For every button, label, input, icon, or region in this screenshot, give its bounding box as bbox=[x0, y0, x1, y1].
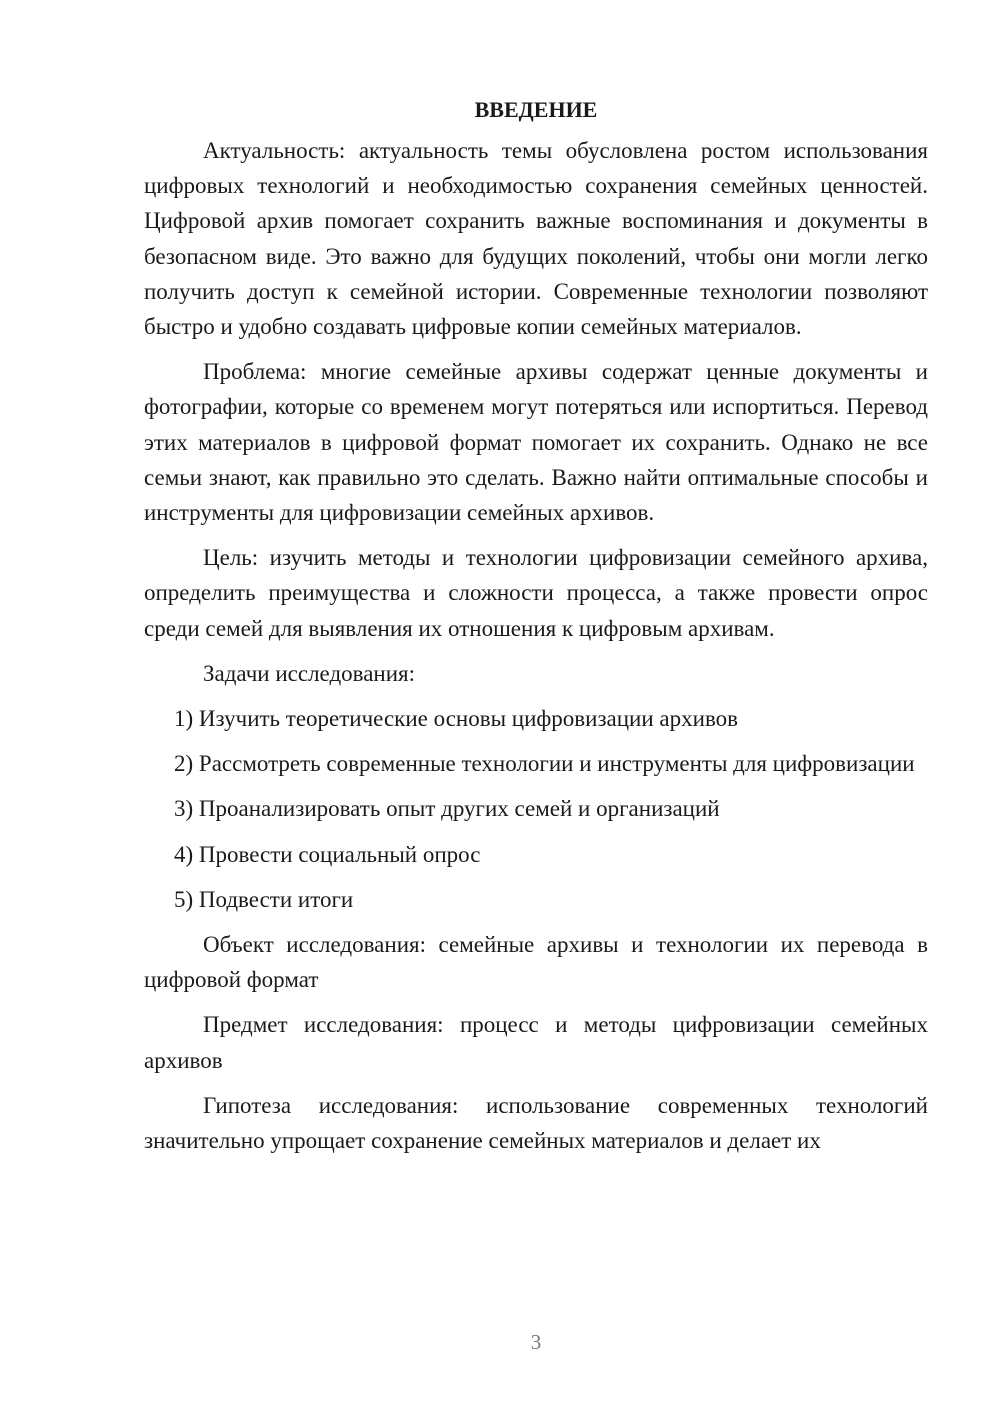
task-item: 5) Подвести итоги bbox=[174, 886, 354, 912]
task-item: 2) Рассмотреть современные технологии и инструменты для цифровизации bbox=[174, 751, 915, 777]
paragraph-subject: Предмет исследования: процесс и методы цифровизации семейных архивов bbox=[144, 1012, 928, 1073]
paragraph-goal: Цель: изучить методы и технологии цифровизации семейного архива, определить преимущества и сложности процесса, а также провести опрос среди семей для выявления их отношения к цифровым архивам. bbox=[144, 545, 928, 641]
section-heading: ВВЕДЕНИЕ bbox=[474, 97, 598, 122]
paragraph-problem: Проблема: многие семейные архивы содержат ценные документы и фотографии, которые со временем могут потеряться или испортиться. Перевод этих материалов в цифровой формат помогает их сохранить. Однако не все семьи знают, как правильно это сделать. Важно найти оптимальные способы и инструменты для цифровизации семейных архивов. bbox=[144, 359, 928, 526]
paragraph-relevance: Актуальность: актуальность темы обусловлена ростом использования цифровых технологий и необходимостью сохранения семейных ценностей. Цифровой архив помогает сохранить важные воспоминания и документы в безопасном виде. Это важно для будущих поколений, чтобы они могли легко получить доступ к семейной истории. Современные технологии позволяют быстро и удобно создавать цифровые копии семейных материалов. bbox=[144, 138, 928, 340]
task-item: 4) Провести социальный опрос bbox=[174, 841, 481, 867]
document-body bbox=[144, 92, 928, 1168]
task-item: 3) Проанализировать опыт других семей и организаций bbox=[174, 796, 720, 822]
task-item: 1) Изучить теоретические основы цифровизации архивов bbox=[174, 706, 739, 732]
tasks-heading: Задачи исследования: bbox=[203, 660, 416, 686]
page-number: 3 bbox=[530, 1330, 542, 1354]
paragraph-object: Объект исследования: семейные архивы и технологии их перевода в цифровой формат bbox=[144, 932, 928, 993]
paragraph-hypothesis: Гипотеза исследования: использование современных технологий значительно упрощает сохранение семейных материалов и делает их bbox=[144, 1092, 928, 1154]
